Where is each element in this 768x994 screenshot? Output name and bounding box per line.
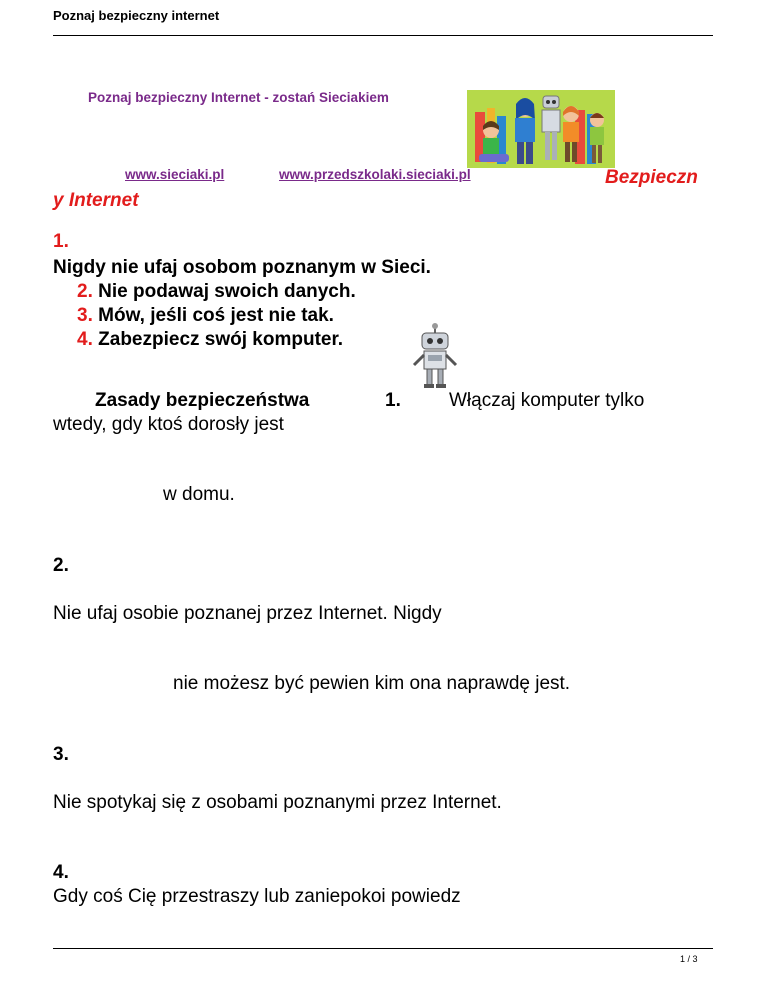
rule-4-line: [53, 862, 69, 884]
page-number: 1 / 3: [680, 954, 698, 964]
list-text-3: Mów, jeśli coś jest nie tak.: [98, 305, 334, 326]
list-text-4: Zabezpiecz swój komputer.: [98, 329, 344, 350]
list-number-1: 1.: [53, 231, 69, 252]
rule-1-number: 1.: [385, 390, 401, 411]
rule-3-line: [53, 744, 69, 766]
heading-part1: Bezpieczn: [605, 167, 698, 188]
link-przedszkolaki[interactable]: www.przedszkolaki.sieciaki.pl: [279, 167, 471, 182]
header-divider: [53, 35, 713, 36]
rule-3-number: 3.: [53, 744, 69, 765]
rules-title: Zasady bezpieczeństwa: [95, 390, 310, 411]
link-sieciaki[interactable]: www.sieciaki.pl: [125, 167, 225, 182]
banner-title: Poznaj bezpieczny Internet - zostań Sieciakiem: [88, 90, 389, 105]
sieciaki-banner-image: [467, 90, 615, 168]
list-number-4: 4.: [77, 329, 93, 350]
list-item-2: [77, 281, 356, 303]
list-number-3: 3.: [77, 305, 93, 326]
rule-2-text-a: Nie ufaj osobie poznanej przez Internet. Nigdy: [53, 603, 442, 624]
list-text-2: Nie podawaj swoich danych.: [98, 281, 356, 302]
rule-4-number: 4.: [53, 862, 69, 883]
rule-4-text-a: Gdy coś Cię przestraszy lub zaniepokoi powiedz: [53, 886, 461, 907]
rule-1-text-c: w domu.: [163, 484, 235, 505]
rule-2-line: [53, 555, 69, 577]
rule-3-text-a: Nie spotykaj się z osobami poznanymi przez Internet.: [53, 792, 502, 813]
list-item-3: [77, 305, 334, 327]
list-item-4: [77, 329, 343, 351]
list-item-1: Nigdy nie ufaj osobom poznanym w Sieci.: [53, 257, 431, 278]
footer-divider: [53, 948, 713, 949]
rule-1-text-b: wtedy, gdy ktoś dorosły jest: [53, 414, 284, 435]
heading-part2: y Internet: [53, 190, 139, 211]
running-header: Poznaj bezpieczny internet: [53, 8, 220, 23]
rule-2-text-b: nie możesz być pewien kim ona naprawdę jest.: [173, 673, 571, 694]
rule-1-text-a: Włączaj komputer tylko: [449, 390, 645, 411]
rule-2-number: 2.: [53, 555, 69, 576]
list-number-2: 2.: [77, 281, 93, 302]
robot-image: [410, 323, 460, 389]
